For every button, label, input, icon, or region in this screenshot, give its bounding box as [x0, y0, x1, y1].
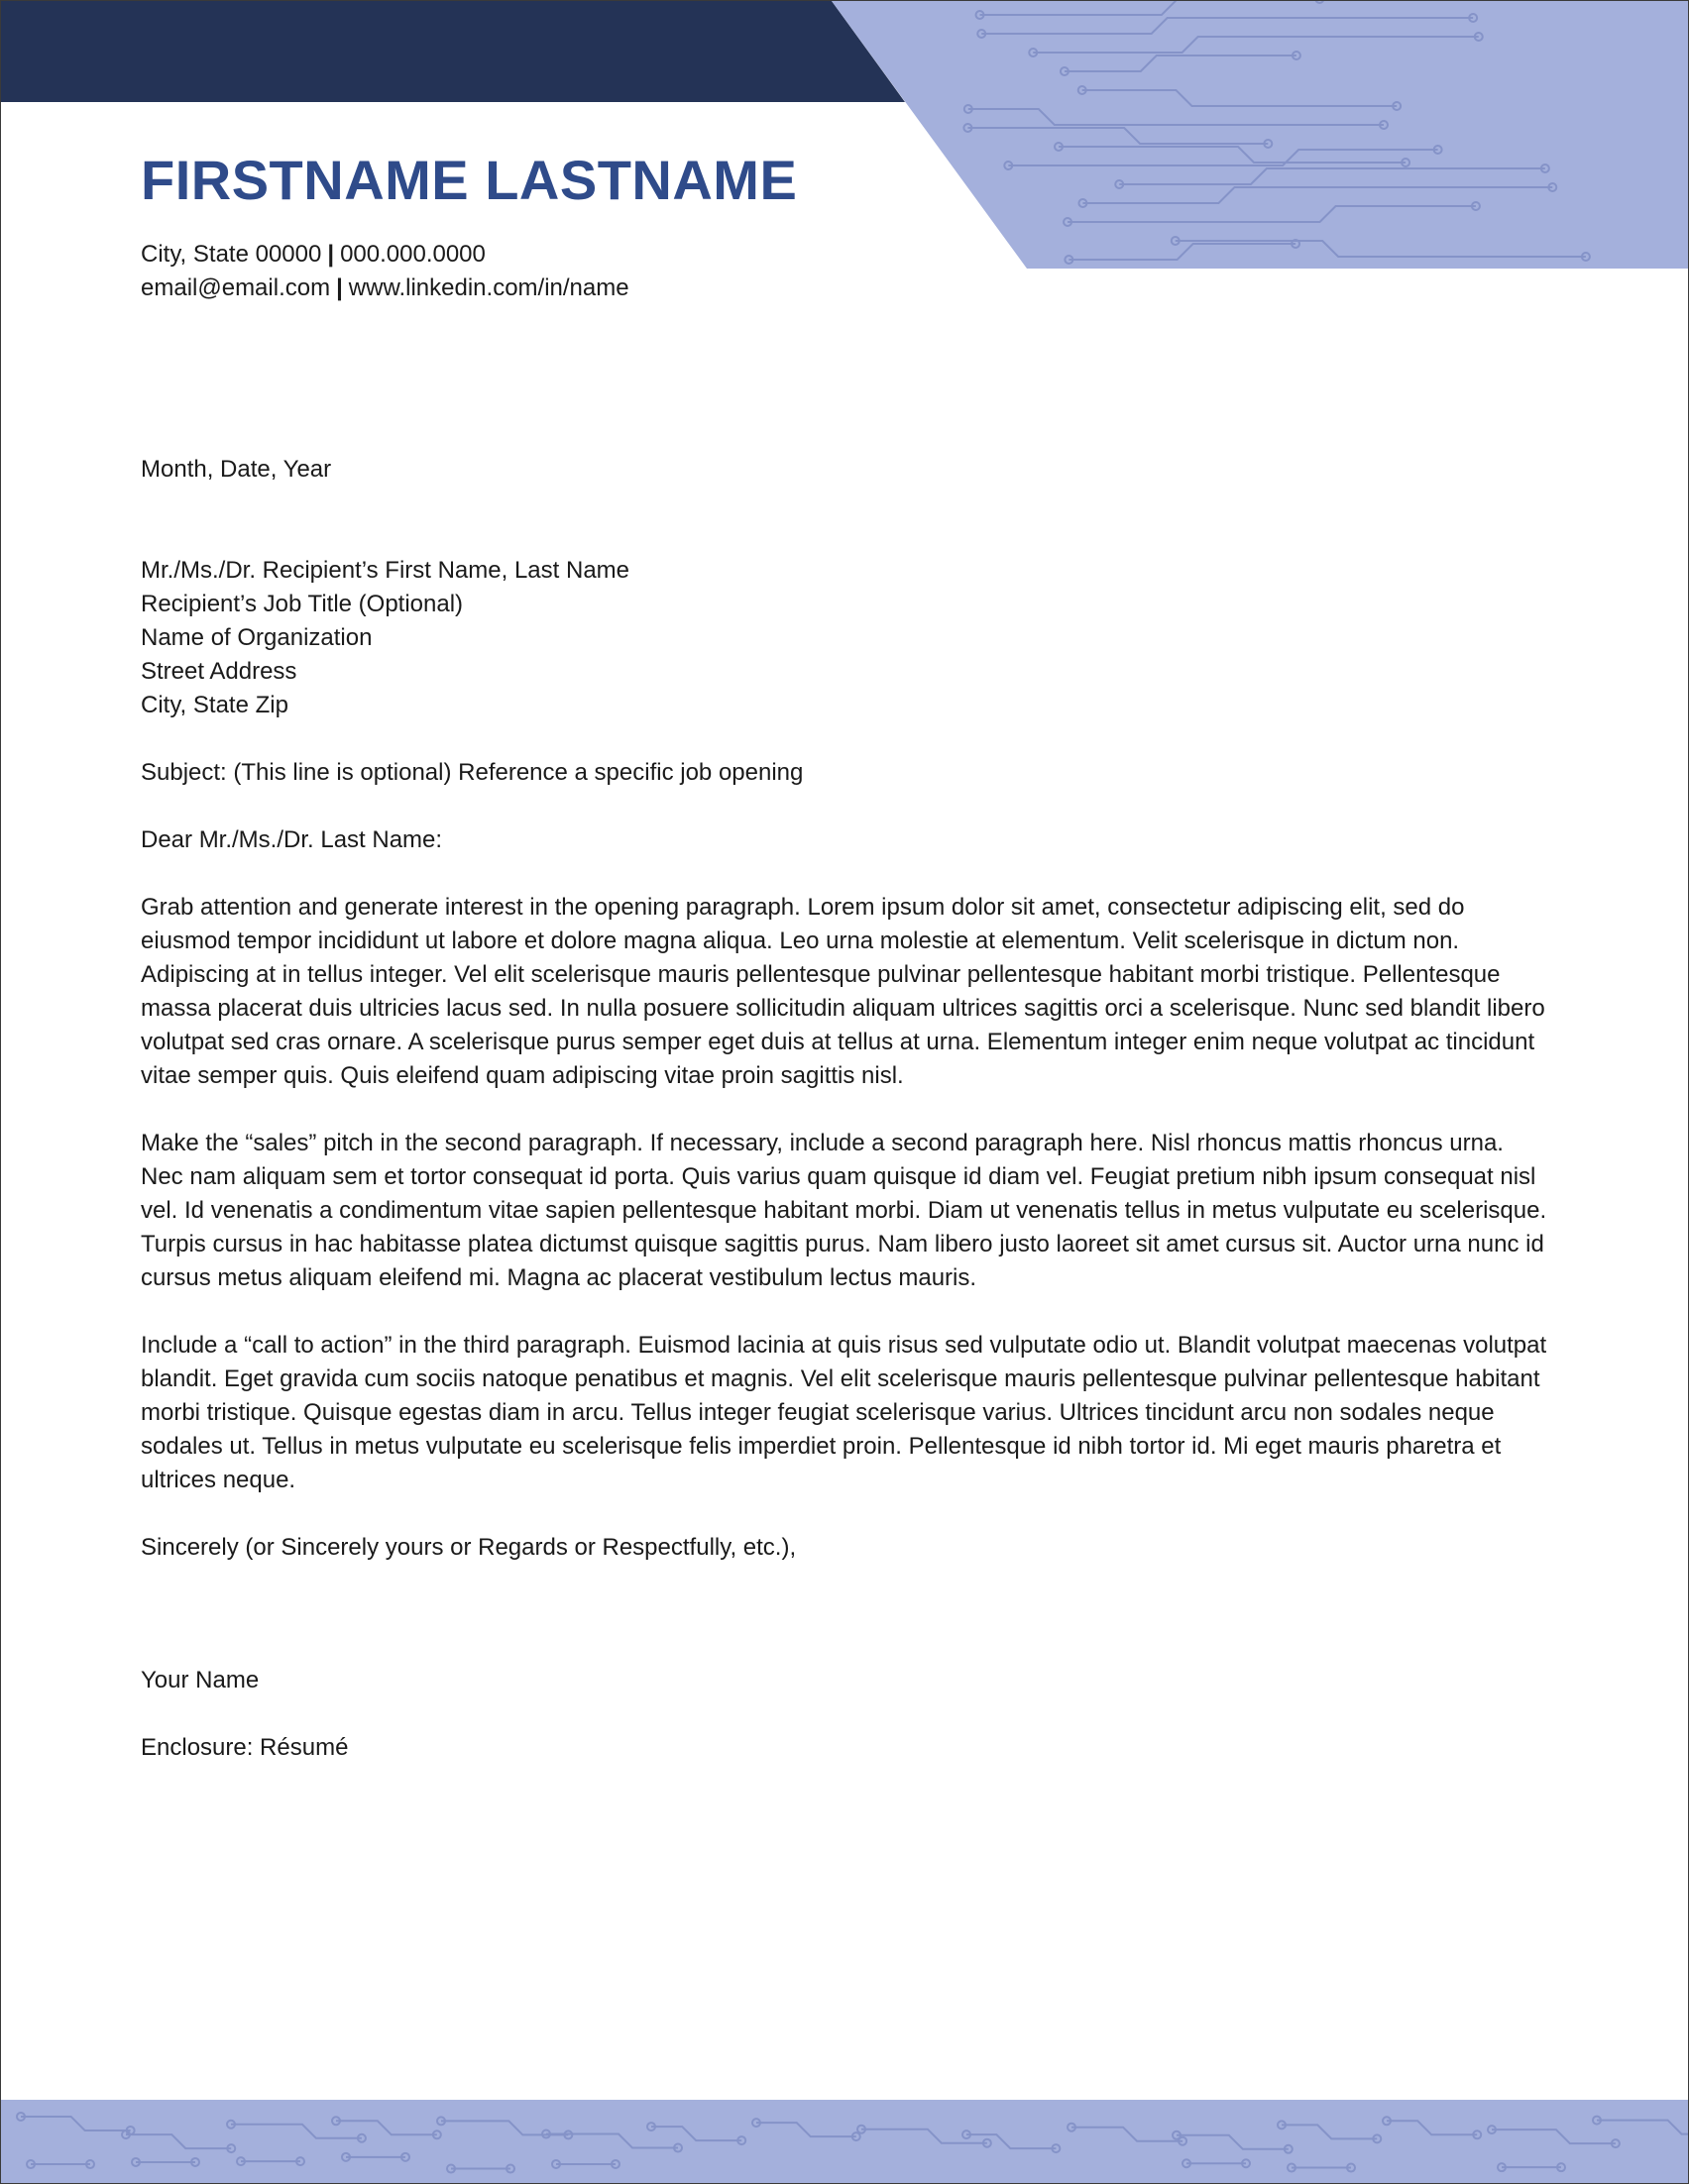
linkedin-url: www.linkedin.com/in/name — [348, 274, 629, 301]
circuit-footer-band — [1, 2100, 1688, 2183]
email-address: email@email.com — [141, 274, 331, 301]
recipient-job-title: Recipient’s Job Title (Optional) — [141, 591, 464, 617]
signature-name: Your Name — [141, 1667, 260, 1693]
recipient-name: Mr./Ms./Dr. Recipient’s First Name, Last Name — [141, 557, 630, 584]
subject-line: Subject: (This line is optional) Reference a specific job opening — [141, 759, 804, 786]
recipient-organization: Name of Organization — [141, 624, 373, 651]
contact-line-email-linkedin — [141, 274, 629, 302]
sales-paragraph: Make the “sales” pitch in the second paragraph. If necessary, include a second paragraph here. Nisl rhoncus mattis rhoncus urna. Nec nam aliquam sem et tortor consequat id porta. Quis varius quam quisque id diam vel. Feugiat pretium nibh ipsum consequat nisl vel. Id venenatis a condimentum vitae sapien pellentesque habitant morbi. Diam ut venenatis tellus in metus vulputate eu scelerisque. Turpis cursus in hac habitasse platea dictumst quisque sagittis purus. Nam libero justo laoreet sit amet cursus sit. Auctor urna nunc id cursus metus aliquam eleifend mi. Magna ac placerat vestibulum lectus mauris. — [141, 1130, 1547, 1291]
navy-header-band — [1, 1, 905, 102]
separator: | — [336, 274, 343, 301]
salutation: Dear Mr./Ms./Dr. Last Name: — [141, 826, 443, 853]
city-state-zip: City, State 00000 — [141, 241, 322, 268]
separator: | — [327, 241, 335, 268]
recipient-city-state-zip: City, State Zip — [141, 692, 288, 718]
circuit-header-panel — [832, 1, 1688, 269]
recipient-street: Street Address — [141, 658, 297, 685]
call-to-action-paragraph: Include a “call to action” in the third paragraph. Euismod lacinia at quis risus sed vulputate odio ut. Blandit volutpat maecenas volutpat blandit. Eget gravida cum sociis natoque penatibus et magnis. Vel elit scelerisque mauris pellentesque pulvinar pellentesque habitant morbi tristique. Quisque egestas diam in arcu. Tellus integer feugiat scelerisque varius. Ultrices tincidunt arcu non sodales neque sodales ut. Tellus in metus vulputate eu scelerisque felis imperdiet proin. Pellentesque id nibh tortor id. Mi eget mauris pharetra et ultrices neque. — [141, 1332, 1547, 1493]
header-decoration — [1, 1, 1688, 271]
recipient-block — [141, 554, 1548, 722]
letter-date: Month, Date, Year — [141, 456, 332, 483]
contact-line-address-phone — [141, 241, 486, 269]
enclosure-line: Enclosure: Résumé — [141, 1734, 349, 1761]
phone-number: 000.000.0000 — [340, 241, 486, 268]
applicant-name: FIRSTNAME LASTNAME — [141, 149, 798, 211]
closing-line: Sincerely (or Sincerely yours or Regards or Respectfully, etc.), — [141, 1534, 797, 1561]
opening-paragraph: Grab attention and generate interest in the opening paragraph. Lorem ipsum dolor sit amet, consectetur adipiscing elit, sed do eiusmod tempor incididunt ut labore et dolore magna aliqua. Leo urna molestie at elementum. Velit scelerisque in dictum non. Adipiscing at in tellus integer. Vel elit scelerisque mauris pellentesque pulvinar pellentesque habitant morbi tristique. Pellentesque massa placerat duis ultricies lacus sed. In nulla posuere sollicitudin aliquam ultrices sagittis orci a scelerisque. Nunc sed blandit libero volutpat sed cras ornare. A scelerisque purus semper eget duis at tellus at urna. Elementum integer enim neque volutpat ac tincidunt vitae semper quis. Quis eleifend quam adipiscing vitae proin sagittis nisl. — [141, 894, 1545, 1089]
